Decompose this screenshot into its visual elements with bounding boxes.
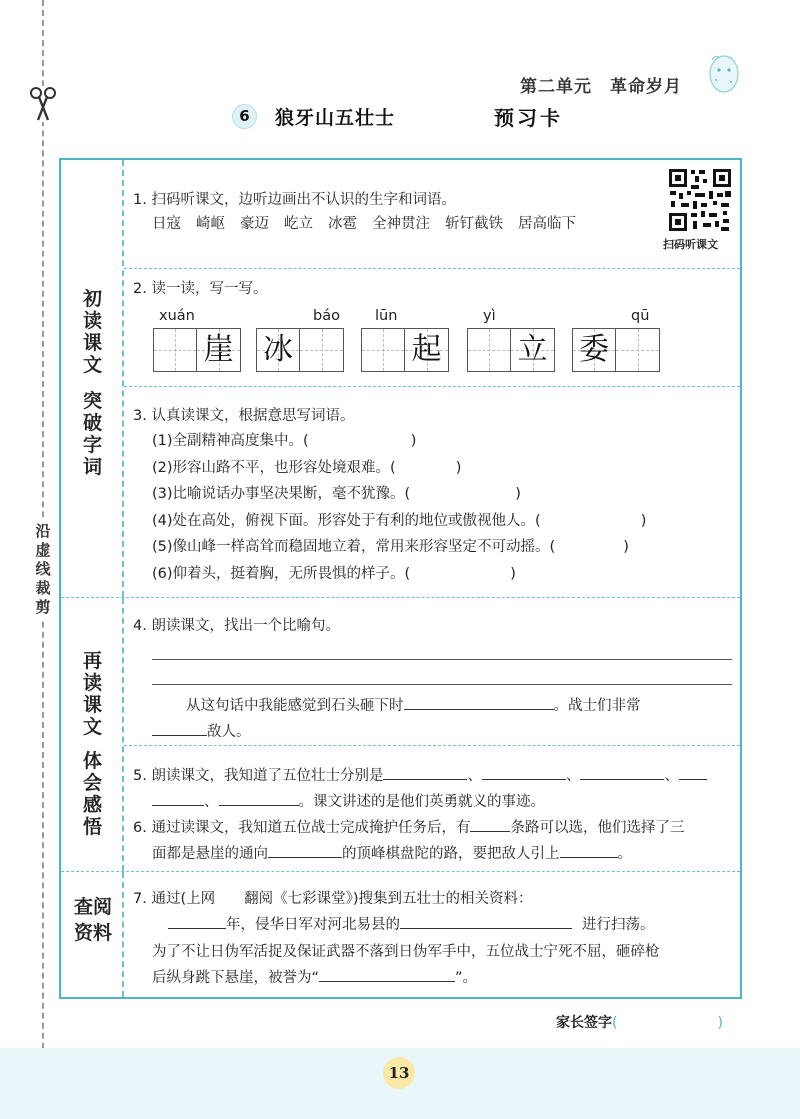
side-label-second-reading: 再读课文 (82, 650, 102, 738)
cut-hint: 沿虚线裁剪 (30, 520, 56, 619)
answer-blank[interactable] (383, 766, 467, 780)
scissors-icon (28, 86, 58, 122)
q5-line-2: 、 。课文讲述的是他们英勇就义的事迹。 (152, 792, 545, 812)
question-3: 3. 认真读课文，根据意思写词语。 (133, 408, 355, 424)
side-label-reflection: 体会感悟 (82, 750, 102, 838)
page-number: 13 (383, 1057, 415, 1089)
char-grid-group (361, 328, 449, 372)
section-side-label (61, 598, 124, 871)
worksheet-frame (59, 158, 742, 999)
answer-line[interactable] (152, 684, 732, 685)
vocab-item: 斩钉截铁 (445, 216, 503, 232)
answer-blank[interactable] (319, 968, 455, 982)
question-7: 7. 通过(上网 翻阅《七彩课堂》)搜集到五壮士的相关资料： (133, 891, 533, 907)
char-grid-cell: 崖 (197, 328, 241, 372)
section-second-reading (61, 598, 740, 872)
side-label-first-reading: 初读课文 (82, 288, 102, 376)
parent-signature: 家长签字( ) (556, 1015, 723, 1031)
char-grid-cell[interactable] (153, 328, 197, 372)
vocab-item: 居高临下 (518, 216, 576, 232)
vocab-list (152, 214, 591, 234)
q7-line-1: 年，侵华日军对河北易县的 进行扫荡。 (152, 915, 655, 935)
q3-item: (2)形容山路不平，也形容处境艰难。( ) (152, 460, 462, 476)
answer-blank[interactable] (219, 792, 299, 806)
answer-blank[interactable] (404, 696, 554, 710)
answer-blank[interactable] (152, 792, 204, 806)
q3-item: (6)仰着头，挺着胸，无所畏惧的样子。( ) (152, 566, 516, 582)
char-grid-cell[interactable] (467, 328, 511, 372)
section-research (61, 872, 740, 997)
char-grid-cell: 起 (405, 328, 449, 372)
card-title: 预习卡 (494, 106, 563, 130)
side-label-words: 突破字词 (82, 390, 102, 478)
question-5: 5. 朗读课文，我知道了五位壮士分别是 、 、 、 (133, 766, 707, 786)
answer-blank[interactable] (482, 766, 566, 780)
lesson-title: 狼牙山五壮士 (275, 107, 396, 129)
pinyin-label: qū (631, 308, 650, 324)
q7-line-2: 为了不让日伪军活捉及保证武器不落到日伪军手中，五位战士宁死不屈，砸碎枪 (152, 944, 660, 960)
q4-line-1: 从这句话中我能感觉到石头砸下时 。战士们非常 (186, 698, 641, 714)
unit-title: 第二单元 革命岁月 (520, 77, 682, 97)
answer-blank[interactable] (400, 915, 572, 929)
q3-item: (3)比喻说话办事坚决果断，毫不犹豫。( ) (152, 486, 521, 502)
vocab-item: 屹立 (284, 216, 313, 232)
answer-blank[interactable] (470, 818, 510, 832)
char-grid-group (572, 328, 660, 372)
lesson-number-badge: 6 (232, 104, 257, 129)
question-6: 6. 通过读课文，我知道五位战士完成掩护任务后，有 条路可以选，他们选择了三 (133, 820, 685, 836)
section-side-label (61, 872, 124, 997)
question-1: 1. 扫码听课文，边听边画出不认识的生字和词语。 (133, 192, 456, 208)
divider (124, 745, 740, 746)
char-grid-group (153, 328, 241, 372)
q6-line-2: 面都是悬崖的通向 的顶峰棋盘陀的路，要把敌人引上 。 (152, 846, 632, 862)
answer-blank[interactable] (268, 844, 342, 858)
char-grid-cell[interactable] (616, 328, 660, 372)
pinyin-label: báo (313, 308, 340, 324)
q4-line-2: 敌人。 (152, 722, 251, 742)
pinyin-label: xuán (159, 308, 195, 324)
vocab-item: 冰雹 (328, 216, 357, 232)
pinyin-label: yì (483, 308, 496, 324)
q3-item: (5)像山峰一样高耸而稳固地立着，常用来形容坚定不可动摇。( ) (152, 539, 629, 555)
divider (124, 386, 740, 387)
char-grid-group (256, 328, 344, 372)
answer-line[interactable] (152, 659, 732, 660)
char-grid-cell[interactable] (361, 328, 405, 372)
signature-field[interactable] (617, 1013, 717, 1027)
vocab-item: 崎岖 (196, 216, 225, 232)
answer-blank[interactable] (679, 766, 707, 780)
answer-blank[interactable] (580, 766, 664, 780)
vocab-item: 全神贯注 (372, 216, 430, 232)
vocab-item: 日寇 (152, 216, 181, 232)
question-2: 2. 读一读，写一写。 (133, 281, 268, 297)
divider (124, 268, 740, 269)
char-grid-group (467, 328, 555, 372)
answer-blank[interactable] (560, 844, 618, 858)
section-side-label (61, 160, 124, 597)
qr-label: 扫码听课文 (663, 238, 718, 251)
q3-item: (1)全副精神高度集中。( ) (152, 433, 417, 449)
q7-line-3: 后纵身跳下悬崖，被誉为“ ”。 (152, 970, 478, 986)
pinyin-label: lūn (375, 308, 398, 324)
answer-blank[interactable] (168, 915, 226, 929)
vocab-item: 豪迈 (240, 216, 269, 232)
char-grid-cell[interactable] (300, 328, 344, 372)
question-4: 4. 朗读课文，找出一个比喻句。 (133, 618, 340, 634)
section-first-reading (61, 160, 740, 598)
char-grid-cell: 立 (511, 328, 555, 372)
answer-blank[interactable] (152, 722, 207, 736)
char-grid-cell: 冰 (256, 328, 300, 372)
side-label-research: 查阅资料 (73, 896, 112, 944)
char-grid-cell: 委 (572, 328, 616, 372)
egg-mascot-icon (704, 50, 744, 98)
q3-item: (4)处在高处，俯视下面。形容处于有利的地位或傲视他人。( ) (152, 513, 647, 529)
qr-code-icon[interactable] (667, 167, 733, 233)
